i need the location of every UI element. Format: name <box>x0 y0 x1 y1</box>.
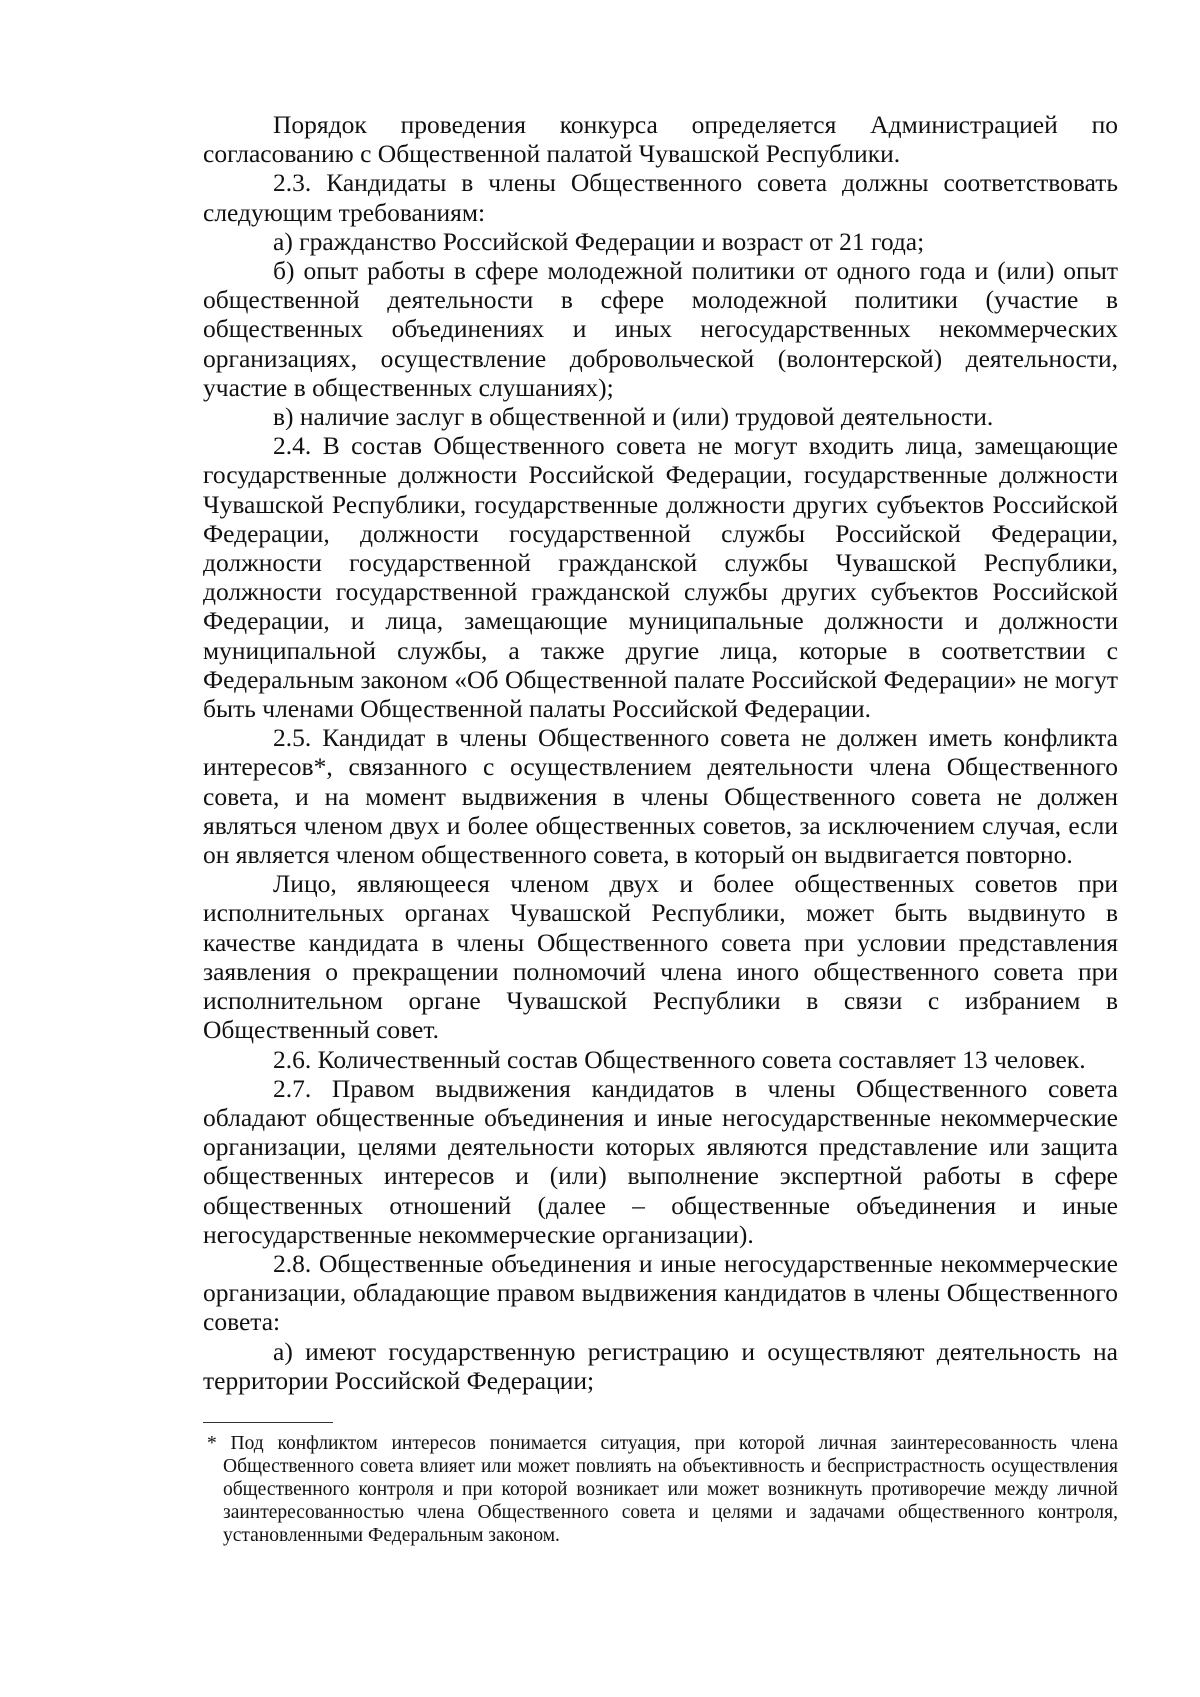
footnote-text: * Под конфликтом интересов понимается ситуация, при которой личная заинтересованность члена Общественного совета влияет или может повлиять на объективность и беспристрастность осуществления общественного контроля и при которой возникает или может возникнуть противоречие между личной заинтересованностью члена Общественного совета и целями и задачами общественного контроля, установленными Федеральным законом. <box>207 1433 1118 1546</box>
paragraph-2-3-b: б) опыт работы в сфере молодежной политики от одного года и (или) опыт общественной деятельности в сфере молодежной политики (участие в общественных объединениях и иных негосударственных некоммерческих организациях, осуществление добровольческой (волонтерской) деятельности, участие в общественных слушаниях); <box>203 256 1118 402</box>
paragraph-2-6: 2.6. Количественный состав Общественного совета составляет 13 человек. <box>273 1044 1086 1074</box>
footnote-divider <box>203 1422 333 1423</box>
paragraph-2-3: 2.3. Кандидаты в члены Общественного совета должны соответствовать следующим требованиям: <box>203 168 1118 227</box>
footnote <box>203 1432 1118 1547</box>
paragraph-2-3-v: в) наличие заслуг в общественной и (или) трудовой деятельности. <box>273 402 994 432</box>
paragraph-2-7: 2.7. Правом выдвижения кандидатов в члены Общественного совета обладают общественные объединения и иные негосударственные некоммерческие организации, целями деятельности которых являются представление или защита общественных интересов и (или) выполнение экспертной работы в сфере общественных отношений (далее – общественные объединения и иные негосударственные некоммерческие организации). <box>203 1073 1118 1249</box>
paragraph-2-5: 2.5. Кандидат в члены Общественного совета не должен иметь конфликта интересов*, связанного с осуществлением деятельности члена Общественного совета, и на момент выдвижения в члены Общественного совета не должен являться членом двух и более общественных советов, за исключением случая, если он является членом общественного совета, в который он выдвигается повторно. <box>203 723 1118 870</box>
paragraph-contest-procedure: Порядок проведения конкурса определяется Администрацией по согласованию с Общественной палатой Чувашской Республики. <box>203 110 1118 169</box>
paragraph-2-5-member: Лицо, являющееся членом двух и более общественных советов при исполнительных органах Чувашской Республики, может быть выдвинуто в качестве кандидата в члены Общественного совета при условии представления заявления о прекращении полномочий члена иного общественного совета при исполнительном органе Чувашской Республики в связи с избранием в Общественный совет. <box>203 869 1118 1045</box>
document-body <box>203 110 1118 1395</box>
paragraph-2-4: 2.4. В состав Общественного совета не могут входить лица, замещающие государственные должности Российской Федерации, государственные должности Чувашской Республики, государственные должности других субъектов Российской Федерации, должности государственной службы Российской Федерации, должности государственной гражданской службы Чувашской Республики, должности государственной гражданской службы других субъектов Российской Федерации, и лица, замещающие муниципальные должности и должности муниципальной службы, а также другие лица, которые в соответствии с Федеральным законом «Об Общественной палате Российской Федерации» не могут быть членами Общественной палаты Российской Федерации. <box>203 431 1118 724</box>
paragraph-2-8: 2.8. Общественные объединения и иные негосударственные некоммерческие организации, обладающие правом выдвижения кандидатов в члены Общественного совета: <box>203 1248 1118 1337</box>
paragraph-2-3-a: а) гражданство Российской Федерации и возраст от 21 года; <box>273 226 925 256</box>
paragraph-2-8-a: а) имеют государственную регистрацию и осуществляют деятельность на территории Российской Федерации; <box>203 1336 1118 1395</box>
